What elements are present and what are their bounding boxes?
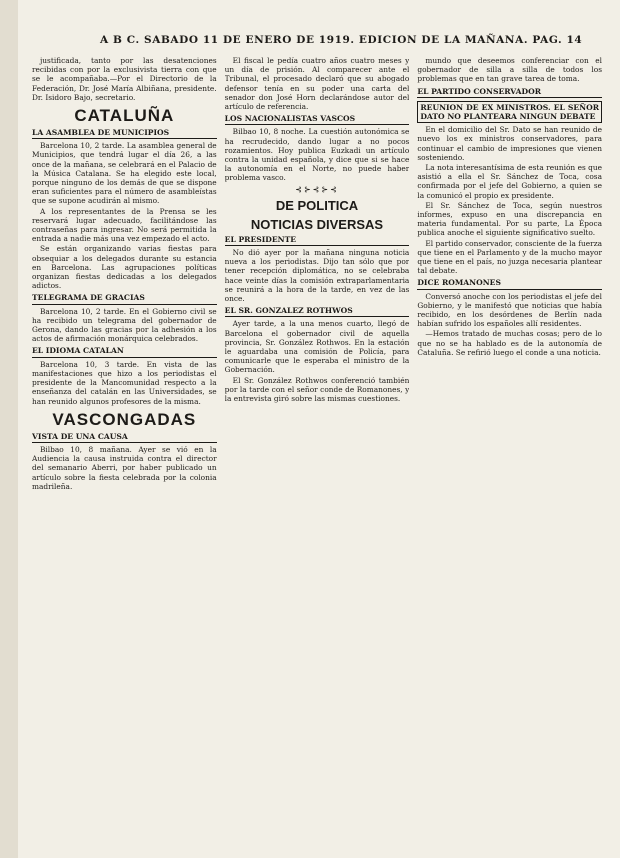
column-2 [225, 56, 410, 848]
paragraph: En el domicilio del Sr. Dato se han reunido de nuevo los ex ministros conservadores, para continuar el cambio de impresiones que vienen sosteniendo. [417, 125, 603, 162]
paragraph: justificada, tanto por las desatenciones recibidas con por la exclusivista tierra con que se le acompañaba.—Por el Directorio de la Federación, Dr. José María Albiñana, presidente. Dr. Isidoro Bajo, secretario. [32, 56, 217, 102]
paragraph: Bilbao 10, 8 mañana. Ayer se vió en la Audiencia la causa instruida contra el director del semanario Aberri, por haber publicado un artículo sobre la fiesta celebrada por la colonia madrileña. [32, 444, 217, 491]
paragraph: No dió ayer por la mañana ninguna noticia nueva a los periodistas. Dijo tan sólo que por tener recepción diplomática, no se celebraba hace veinte días la comisión extraparlamentaria se reunirá a la hora de la tarde, en vez de las once. [224, 248, 410, 304]
section-headline: NOTICIAS DIVERSAS [250, 216, 384, 232]
paragraph: El partido conservador, consciente de la fuerza que tiene en el Parlamento y de la mucho mayor que tiene en el país, no juzga necesaria plantear tal debate. [417, 238, 603, 276]
paragraph: El fiscal le pedía cuatro años cuatro meses y un día de prisión. Al comparecer ante el Tribunal, el procesado declaró que su abogado defensor tenía en su poder una carta del senador don José Horn declarándose autor del artículo de referencia. [224, 56, 410, 112]
paragraph: El Sr. Sánchez de Toca, según nuestros informes, expuso en una discrepancia en materia fundamental. Por su parte, La Época publica anoche el siguiente significativo suelto. [417, 200, 603, 238]
paragraph: A los representantes de la Prensa se les reservará lugar adecuado, facilitándose las contraseñas para ingresar. No será permitida la entrada a nadie más una vez empezado el acto. [32, 206, 217, 244]
subheading: EL IDIOMA CATALAN [32, 346, 217, 357]
subheading: TELEGRAMA DE GRACIAS [32, 293, 217, 304]
paragraph: Bilbao 10, 8 noche. La cuestión autonómica se ha recrudecido, dando lugar a no pocos rozamientos. Hoy publica Euzkadi un artículo contra la unidad española, y dice que si se hace la autonomía en el Norte, no puede haber problema vasco. [224, 127, 410, 183]
paragraph: Barcelona 10, 2 tarde. La asamblea general de Municipios, que tendrá lugar el día 26, a las once de la mañana, se celebrará en el Palacio de la Música Catalana. Se ha elegido este local, porque ninguno de los demás de que se dispone eran suficientes para el número de asambleístas que se supone acudirán al mismo. [32, 141, 217, 206]
paragraph: mundo que deseemos conferenciar con el gobernador de silla a silla de todos los problemas que en tan grave tarea de toma. [417, 56, 603, 84]
column-3 [417, 56, 602, 848]
subheading: VISTA DE UNA CAUSA [32, 432, 217, 443]
binding-margin [0, 0, 18, 858]
running-head: A B C. SABADO 11 DE ENERO DE 1919. EDICION DE LA MAÑANA. PAG. 14 [100, 34, 583, 46]
ornament-divider: ⊰⊱⊰⊱⊰ [295, 184, 339, 194]
column-1 [32, 56, 217, 848]
paragraph: Se están organizando varias fiestas para obsequiar a los delegados durante su estancia en Barcelona. Las agrupaciones políticas organizan fiestas dedicadas a los delegados adictos. [32, 244, 217, 291]
boxed-headline: REUNION DE EX MINISTROS. EL SEÑOR DATO NO PLANTEARA NINGUN DEBATE [417, 101, 602, 123]
subheading: EL PRESIDENTE [225, 235, 410, 246]
section-headline: CATALUÑA [74, 106, 175, 126]
subheading: LOS NACIONALISTAS VASCOS [225, 114, 410, 125]
paragraph: La nota interesantísima de esta reunión es que asistió a ella el Sr. Sánchez de Toca, cosa confirmada por el jefe del Gobierno, a quien se la comunicó el propio ex presidente. [417, 163, 603, 200]
subheading: EL SR. GONZALEZ ROTHWOS [225, 306, 410, 317]
paragraph: Barcelona 10, 2 tarde. En el Gobierno civil se ha recibido un telegrama del gobernador de Gerona, dando las gracias por la adhesión a los actos de afirmación monárquica celebrados. [32, 306, 217, 344]
columns [32, 56, 602, 848]
paragraph: El Sr. González Rothwos conferenció también por la tarde con el señor conde de Romanones, y la entrevista giró sobre las mismas cuestiones. [224, 375, 410, 404]
subheading: LA ASAMBLEA DE MUNICIPIOS [32, 128, 217, 139]
section-headline: DE POLITICA [275, 197, 359, 213]
section-headline: VASCONGADAS [52, 409, 197, 429]
paragraph: —Hemos tratado de muchas cosas; pero de lo que no se ha hablado es de la autonomía de Cataluña. Se refirió luego el conde a una noticia. [417, 329, 603, 357]
paragraph: Conversó anoche con los periodistas el jefe del Gobierno, y le manifestó que noticias que había recibido, en los desórdenes de Berlín nada habían sufrido los españoles allí residentes. [417, 291, 603, 329]
subheading: DICE ROMANONES [417, 278, 602, 289]
subheading: EL PARTIDO CONSERVADOR [417, 87, 602, 98]
paragraph: Ayer tarde, a la una menos cuarto, llegó de Barcelona el gobernador civil de aquella provincia, Sr. González Rothwos. En la estación le aguardaba una comisión de Policía, para comunicarle que le esperaba el ministro de la Gobernación. [224, 319, 410, 375]
paragraph: Barcelona 10, 3 tarde. En vista de las manifestaciones que hizo a los periodistas el presidente de la Mancomunidad respecto a la enseñanza del catalán en las Universidades, se han reunido algunos profesores de la misma. [32, 359, 217, 406]
